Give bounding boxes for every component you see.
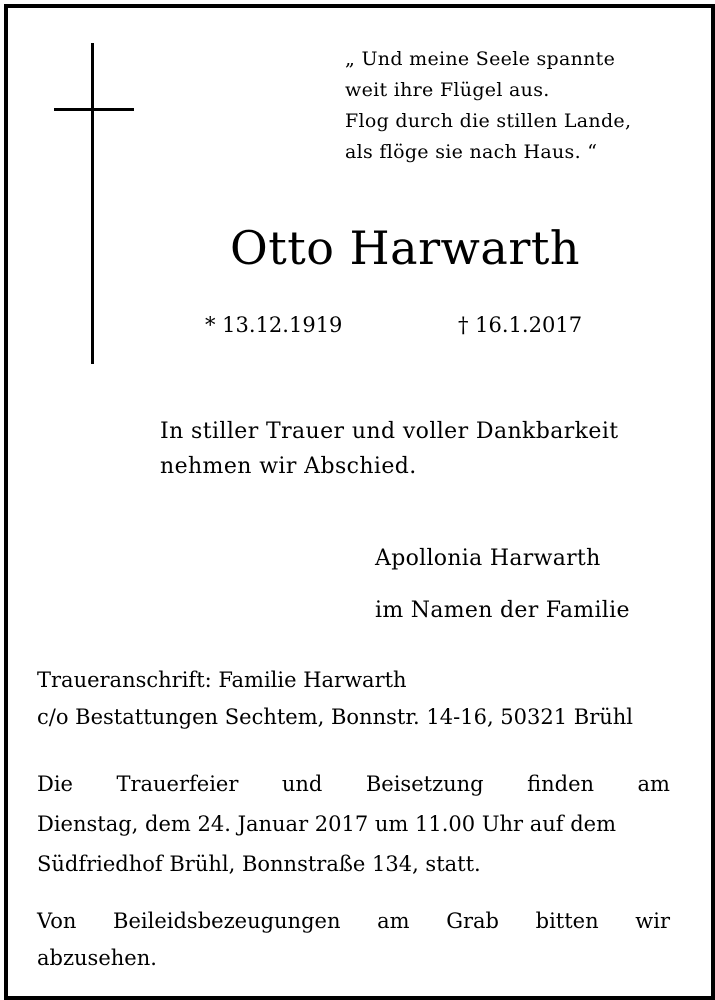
- quote-line: als flöge sie nach Haus. “: [345, 141, 598, 163]
- gratitude-line: nehmen wir Abschied.: [160, 454, 417, 479]
- address-line: c/o Bestattungen Sechtem, Bonnstr. 14-16, 50321 Brühl: [37, 705, 634, 729]
- condolence-word: am: [377, 909, 410, 933]
- signature-block: [375, 533, 630, 637]
- condolence-word: bitten: [535, 909, 599, 933]
- ceremony-info: [37, 764, 670, 884]
- signature-role: im Namen der Familie: [375, 598, 630, 623]
- quote-line: weit ihre Flügel aus.: [345, 79, 550, 101]
- deceased-name: Otto Harwarth: [230, 221, 580, 275]
- condolence-line: abzusehen.: [37, 946, 157, 970]
- cross-icon-bar: [54, 108, 134, 111]
- ceremony-line: [37, 764, 670, 804]
- quote-line: Flog durch die stillen Lande,: [345, 110, 632, 132]
- condolence-line: [37, 903, 670, 940]
- ceremony-word: Die: [37, 772, 73, 796]
- condolence-word: Grab: [446, 909, 499, 933]
- ceremony-word: finden: [527, 772, 595, 796]
- condolence-word: Von: [37, 909, 77, 933]
- poem-quote: [345, 44, 631, 168]
- birth-date: * 13.12.1919: [205, 313, 343, 337]
- death-date: † 16.1.2017: [458, 313, 583, 337]
- condolence-note: [37, 903, 670, 977]
- ceremony-word: Beisetzung: [365, 772, 484, 796]
- cross-icon: [91, 43, 94, 364]
- ceremony-word: Trauerfeier: [116, 772, 239, 796]
- gratitude-text: [160, 414, 619, 484]
- condolence-word: wir: [635, 909, 670, 933]
- signature-name: Apollonia Harwarth: [375, 546, 601, 571]
- ceremony-line: Dienstag, dem 24. Januar 2017 um 11.00 Uhr auf dem: [37, 812, 617, 836]
- gratitude-line: In stiller Trauer und voller Dankbarkeit: [160, 419, 619, 444]
- quote-line: „ Und meine Seele spannte: [345, 48, 616, 70]
- ceremony-line: Südfriedhof Brühl, Bonnstraße 134, statt.: [37, 852, 481, 876]
- mourning-address: [37, 662, 633, 736]
- ceremony-word: und: [281, 772, 323, 796]
- address-line: Traueranschrift: Familie Harwarth: [37, 668, 407, 692]
- ceremony-word: am: [637, 772, 670, 796]
- condolence-word: Beileidsbezeugungen: [113, 909, 341, 933]
